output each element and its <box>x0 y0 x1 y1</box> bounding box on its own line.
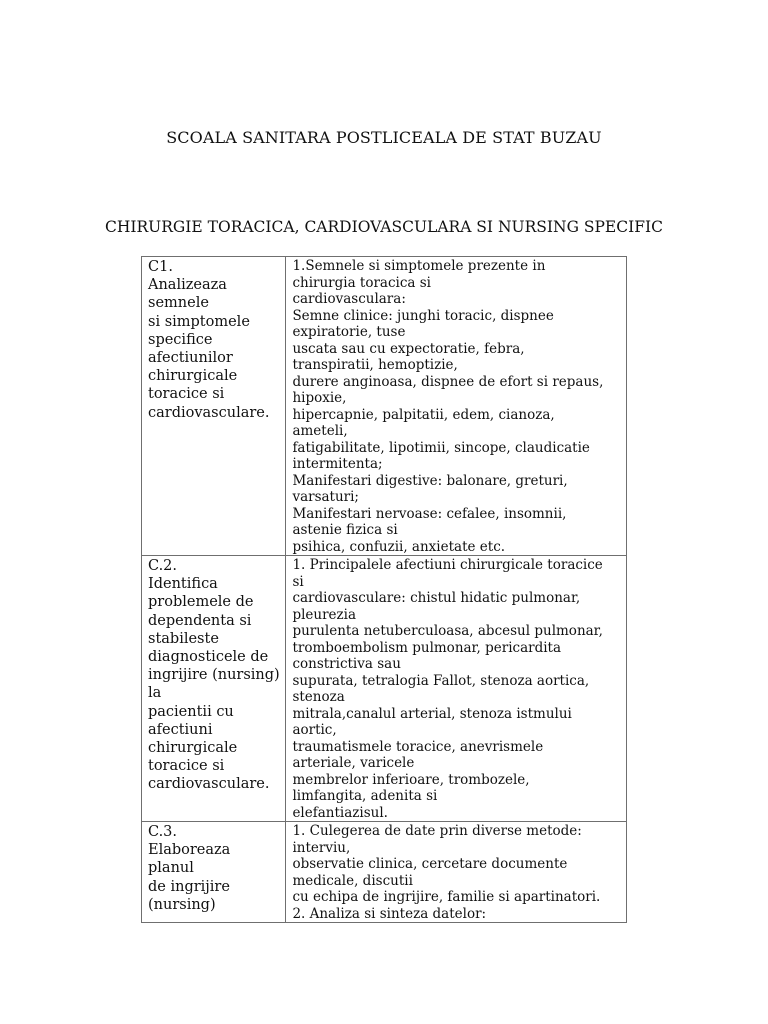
content-line: pleurezia <box>292 606 357 623</box>
content-line: chirurgia toracica si <box>292 274 431 291</box>
content-cell <box>286 556 627 822</box>
competency-line: dependenta si <box>148 612 252 629</box>
content-line: cardiovasculare: chistul hidatic pulmonar, <box>292 590 581 606</box>
competency-line: si simptomele <box>148 313 250 330</box>
competency-line: problemele de <box>148 594 254 611</box>
competency-table <box>141 256 627 923</box>
school-title: SCOALA SANITARA POSTLICEALA DE STAT BUZAU <box>166 128 602 147</box>
content-line: Manifestari digestive: balonare, greturi, <box>292 472 568 489</box>
competency-line: cardiovasculare. <box>148 404 270 421</box>
content-line: Semne clinice: junghi toracic, dispnee <box>292 307 554 324</box>
content-line: mitrala,canalul arterial, stenoza istmului <box>292 705 572 722</box>
content-cell <box>286 822 627 923</box>
content-line: observatie clinica, cercetare documente <box>292 856 568 872</box>
competency-line: chirurgicale <box>148 740 238 757</box>
content-line: intermitenta; <box>292 456 383 472</box>
content-line: si <box>292 573 304 590</box>
content-line: fatigabilitate, lipotimii, sincope, claudicatie <box>292 439 590 456</box>
content-line: cardiovasculara: <box>292 291 406 307</box>
course-title: CHIRURGIE TORACICA, CARDIOVASCULARA SI NURSING SPECIFIC <box>105 218 663 236</box>
content-line: limfangita, adenita si <box>292 788 438 804</box>
competency-cell <box>142 822 286 923</box>
competency-line: afectiunilor <box>148 350 233 367</box>
competency-line: de ingrijire <box>148 878 230 895</box>
competency-line: pacientii cu <box>148 703 234 720</box>
competency-line: stabileste <box>148 630 219 647</box>
content-line: astenie fizica si <box>292 522 398 538</box>
content-line: stenoza <box>292 689 345 705</box>
competency-cell <box>142 257 286 556</box>
competency-line: specifice <box>148 331 213 348</box>
competency-line: afectiuni <box>148 721 213 738</box>
competency-line: ingrijire (nursing) <box>148 667 280 684</box>
content-line: membrelor inferioare, trombozele, <box>292 771 530 788</box>
content-line: cu echipa de ingrijire, familie si apartinatori. <box>292 889 601 905</box>
content-line: expiratorie, tuse <box>292 324 406 340</box>
competency-line: diagnosticele de <box>148 649 269 666</box>
content-line: tromboembolism pulmonar, pericardita <box>292 639 562 656</box>
content-line: purulenta netuberculoasa, abcesul pulmonar, <box>292 623 603 639</box>
competency-line: toracice si <box>148 758 225 775</box>
competency-line: C1. <box>148 259 173 275</box>
content-line: traumatismele toracice, anevrismele <box>292 738 544 755</box>
content-line: 1. Principalele afectiuni chirurgicale toracice <box>292 557 603 573</box>
content-line: medicale, discutii <box>292 872 413 889</box>
table-row <box>142 822 627 923</box>
competency-line: planul <box>148 860 194 877</box>
content-line: Manifestari nervoase: cefalee, insomnii, <box>292 505 567 522</box>
content-line: interviu, <box>292 839 351 856</box>
content-line: uscata sau cu expectoratie, febra, <box>292 340 525 357</box>
content-line: aortic, <box>292 722 337 738</box>
competency-line: C.3. <box>148 824 178 840</box>
content-line: 1.Semnele si simptomele prezente in <box>292 258 546 274</box>
table-row <box>142 257 627 556</box>
competency-line: chirurgicale <box>148 368 238 385</box>
content-line: constrictiva sau <box>292 656 401 672</box>
content-line: ameteli, <box>292 423 348 439</box>
competency-line: Analizeaza <box>148 277 227 294</box>
table-row <box>142 556 627 822</box>
competency-line: cardiovasculare. <box>148 776 270 793</box>
competency-line: Identifica <box>148 576 218 593</box>
content-line: hipoxie, <box>292 390 347 406</box>
content-cell <box>286 257 627 556</box>
content-line: transpiratii, hemoptizie, <box>292 357 458 373</box>
content-line: 2. Analiza si sinteza datelor: <box>292 905 487 922</box>
content-line: varsaturi; <box>292 489 359 505</box>
competency-cell <box>142 556 286 822</box>
content-line: supurata, tetralogia Fallot, stenoza aortica, <box>292 672 590 689</box>
content-line: durere anginoasa, dispnee de efort si repaus, <box>292 373 604 390</box>
competency-line: toracice si <box>148 386 225 403</box>
content-line: arteriale, varicele <box>292 755 415 771</box>
content-line: psihica, confuzii, anxietate etc. <box>292 538 506 555</box>
competency-line: C.2. <box>148 558 178 574</box>
competency-line: Elaboreaza <box>148 842 231 859</box>
content-line: 1. Culegerea de date prin diverse metode: <box>292 823 582 839</box>
competency-line: la <box>148 685 162 702</box>
competency-line: (nursing) <box>148 896 216 913</box>
content-line: elefantiazisul. <box>292 804 388 821</box>
competency-line: semnele <box>148 295 209 312</box>
content-line: hipercapnie, palpitatii, edem, cianoza, <box>292 406 555 423</box>
